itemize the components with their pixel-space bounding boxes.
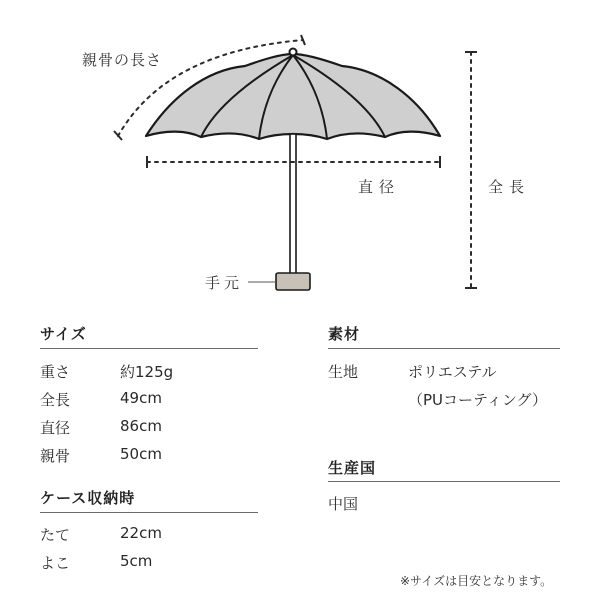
diameter-label: 直径: [358, 178, 401, 196]
size-value: 86cm: [120, 417, 162, 435]
size-key: 重さ: [40, 363, 71, 381]
origin-section-title: 生産国: [328, 459, 377, 477]
umbrella-canopy: [146, 54, 440, 139]
umbrella-tip: [290, 49, 297, 56]
handle-label: 手元: [205, 274, 244, 292]
total-length-label: 全長: [488, 178, 531, 196]
origin-value: 中国: [328, 495, 359, 513]
umbrella-shaft: [290, 134, 296, 274]
size-value: 約125g: [120, 363, 174, 381]
size-section-title: サイズ: [40, 325, 87, 343]
case-section-rule: [40, 512, 258, 513]
size-key: 全長: [40, 391, 71, 409]
material-row-cont: [408, 389, 547, 410]
case-key: たて: [40, 526, 71, 544]
case-section-title: ケース収納時: [40, 489, 136, 507]
size-key: 直径: [40, 419, 71, 437]
case-key: よこ: [40, 554, 71, 572]
umbrella-handle: [276, 273, 310, 290]
size-key: 親骨: [40, 447, 71, 465]
case-value: 22cm: [120, 524, 162, 542]
rib-length-label: 親骨の長さ: [82, 51, 163, 69]
material-section-title: 素材: [328, 325, 361, 343]
material-value-line1: ポリエステル: [408, 363, 497, 381]
rib-length-tick-left: [114, 131, 122, 140]
origin-section-rule: [328, 481, 560, 482]
case-value: 5cm: [120, 552, 153, 570]
size-note: ※サイズは目安となります。: [400, 574, 553, 588]
material-key: 生地: [328, 363, 359, 381]
size-section-rule: [40, 348, 258, 349]
size-value: 49cm: [120, 389, 162, 407]
material-value-line2: （PUコーティング）: [408, 391, 547, 409]
size-value: 50cm: [120, 445, 162, 463]
material-section-rule: [328, 348, 560, 349]
